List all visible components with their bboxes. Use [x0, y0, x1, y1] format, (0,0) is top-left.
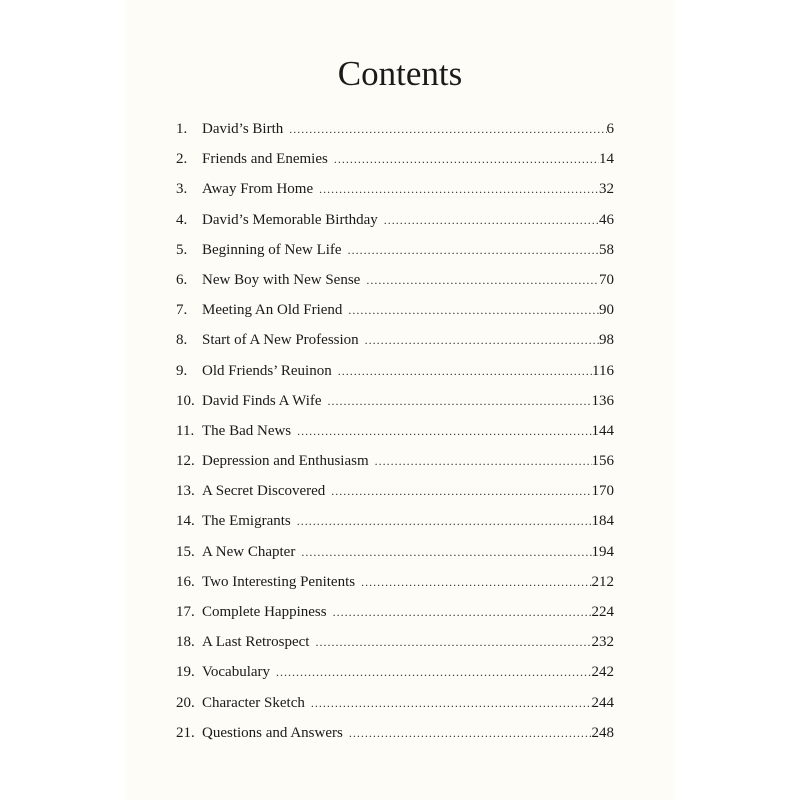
chapter-number: 2. — [176, 151, 188, 168]
toc-entry — [176, 506, 614, 536]
page-number: 90 — [599, 302, 614, 319]
chapter-number: 6. — [176, 271, 188, 288]
page-title: Contents — [337, 54, 463, 93]
toc-entry — [176, 657, 614, 687]
dot-leader — [338, 356, 592, 386]
chapter-number: 5. — [176, 241, 188, 258]
chapter-title: Friends and Enemies — [202, 151, 328, 168]
chapter-number: 20. — [176, 694, 195, 711]
table-of-contents — [176, 114, 614, 748]
page-number: 194 — [591, 543, 614, 560]
dot-leader — [311, 688, 592, 718]
dot-leader — [349, 718, 592, 748]
dot-leader — [366, 265, 599, 295]
page-number: 248 — [591, 724, 614, 741]
page-number: 70 — [599, 271, 614, 288]
toc-entry — [176, 174, 614, 204]
toc-entry — [176, 416, 614, 446]
toc-entry — [176, 235, 614, 265]
chapter-title: Away From Home — [202, 181, 314, 198]
chapter-title: Vocabulary — [202, 664, 271, 681]
chapter-number: 18. — [176, 634, 195, 651]
chapter-number: 3. — [176, 181, 188, 198]
toc-entry — [176, 295, 614, 325]
page-number: 212 — [591, 573, 614, 590]
chapter-number: 1. — [176, 121, 188, 137]
chapter-title: Old Friends’ Reuinon — [202, 362, 332, 379]
toc-entry — [176, 476, 614, 506]
toc-entry — [176, 356, 614, 386]
page-number: 136 — [591, 392, 614, 409]
page-number: 98 — [599, 332, 614, 349]
chapter-number: 17. — [176, 604, 195, 620]
toc-entry — [176, 597, 614, 627]
chapter-title: Start of A New Profession — [202, 332, 359, 349]
chapter-title: David’s Birth — [202, 121, 284, 137]
chapter-title: Two Interesting Penitents — [202, 573, 356, 590]
dot-leader — [348, 235, 599, 265]
chapter-number: 13. — [176, 483, 195, 500]
chapter-number: 15. — [176, 543, 195, 560]
dot-leader — [384, 205, 599, 235]
toc-entry — [176, 265, 614, 295]
chapter-number: 16. — [176, 573, 195, 590]
dot-leader — [348, 295, 599, 325]
chapter-title: New Boy with New Sense — [202, 271, 361, 288]
dot-leader — [365, 325, 599, 355]
toc-entry — [176, 718, 614, 748]
chapter-number: 11. — [176, 422, 195, 439]
chapter-number: 9. — [176, 362, 188, 379]
dot-leader — [315, 627, 591, 657]
toc-entry — [176, 446, 614, 476]
page-number: 224 — [591, 604, 614, 620]
chapter-number: 21. — [176, 724, 195, 741]
chapter-number: 12. — [176, 453, 195, 470]
page-number: 144 — [591, 422, 614, 439]
page-number: 156 — [591, 453, 614, 470]
dot-leader — [361, 567, 591, 597]
toc-entry — [176, 114, 614, 144]
chapter-number: 19. — [176, 664, 195, 681]
chapter-title: Depression and Enthusiasm — [202, 453, 369, 470]
chapter-number: 14. — [176, 513, 195, 530]
chapter-title: Beginning of New Life — [202, 241, 342, 258]
chapter-title: A Last Retrospect — [202, 634, 310, 651]
page-number: 6 — [606, 121, 614, 137]
toc-entry — [176, 205, 614, 235]
dot-leader — [328, 386, 592, 416]
dot-leader — [301, 537, 591, 567]
chapter-title: Complete Happiness — [202, 604, 327, 620]
toc-entry — [176, 144, 614, 174]
dot-leader — [289, 114, 606, 144]
chapter-title: A New Chapter — [202, 543, 296, 560]
chapter-number: 4. — [176, 211, 188, 228]
page-number: 14 — [599, 151, 614, 168]
page-number: 242 — [591, 664, 614, 681]
toc-entry — [176, 537, 614, 567]
chapter-title: The Bad News — [202, 422, 292, 439]
book-page — [126, 0, 674, 800]
chapter-title: David’s Memorable Birthday — [202, 211, 378, 228]
toc-entry — [176, 688, 614, 718]
chapter-number: 7. — [176, 302, 188, 319]
page-number: 116 — [592, 362, 614, 379]
page-number: 170 — [591, 483, 614, 500]
dot-leader — [334, 144, 599, 174]
dot-leader — [333, 597, 592, 627]
toc-entry — [176, 627, 614, 657]
dot-leader — [375, 446, 592, 476]
page-number: 232 — [591, 634, 614, 651]
chapter-title: David Finds A Wife — [202, 392, 322, 409]
dot-leader — [319, 174, 599, 204]
dot-leader — [297, 506, 592, 536]
page-number: 184 — [591, 513, 614, 530]
chapter-number: 8. — [176, 332, 188, 349]
chapter-title: The Emigrants — [202, 513, 291, 530]
page-number: 46 — [599, 211, 614, 228]
toc-entry — [176, 325, 614, 355]
toc-entry — [176, 567, 614, 597]
chapter-title: A Secret Discovered — [202, 483, 326, 500]
toc-entry — [176, 386, 614, 416]
chapter-title: Meeting An Old Friend — [202, 302, 343, 319]
chapter-title: Character Sketch — [202, 694, 305, 711]
page-number: 244 — [591, 694, 614, 711]
chapter-title: Questions and Answers — [202, 724, 343, 741]
page-number: 58 — [599, 241, 614, 258]
dot-leader — [331, 476, 591, 506]
dot-leader — [276, 657, 591, 687]
page-number: 32 — [599, 181, 614, 198]
chapter-number: 10. — [176, 392, 195, 409]
dot-leader — [297, 416, 591, 446]
